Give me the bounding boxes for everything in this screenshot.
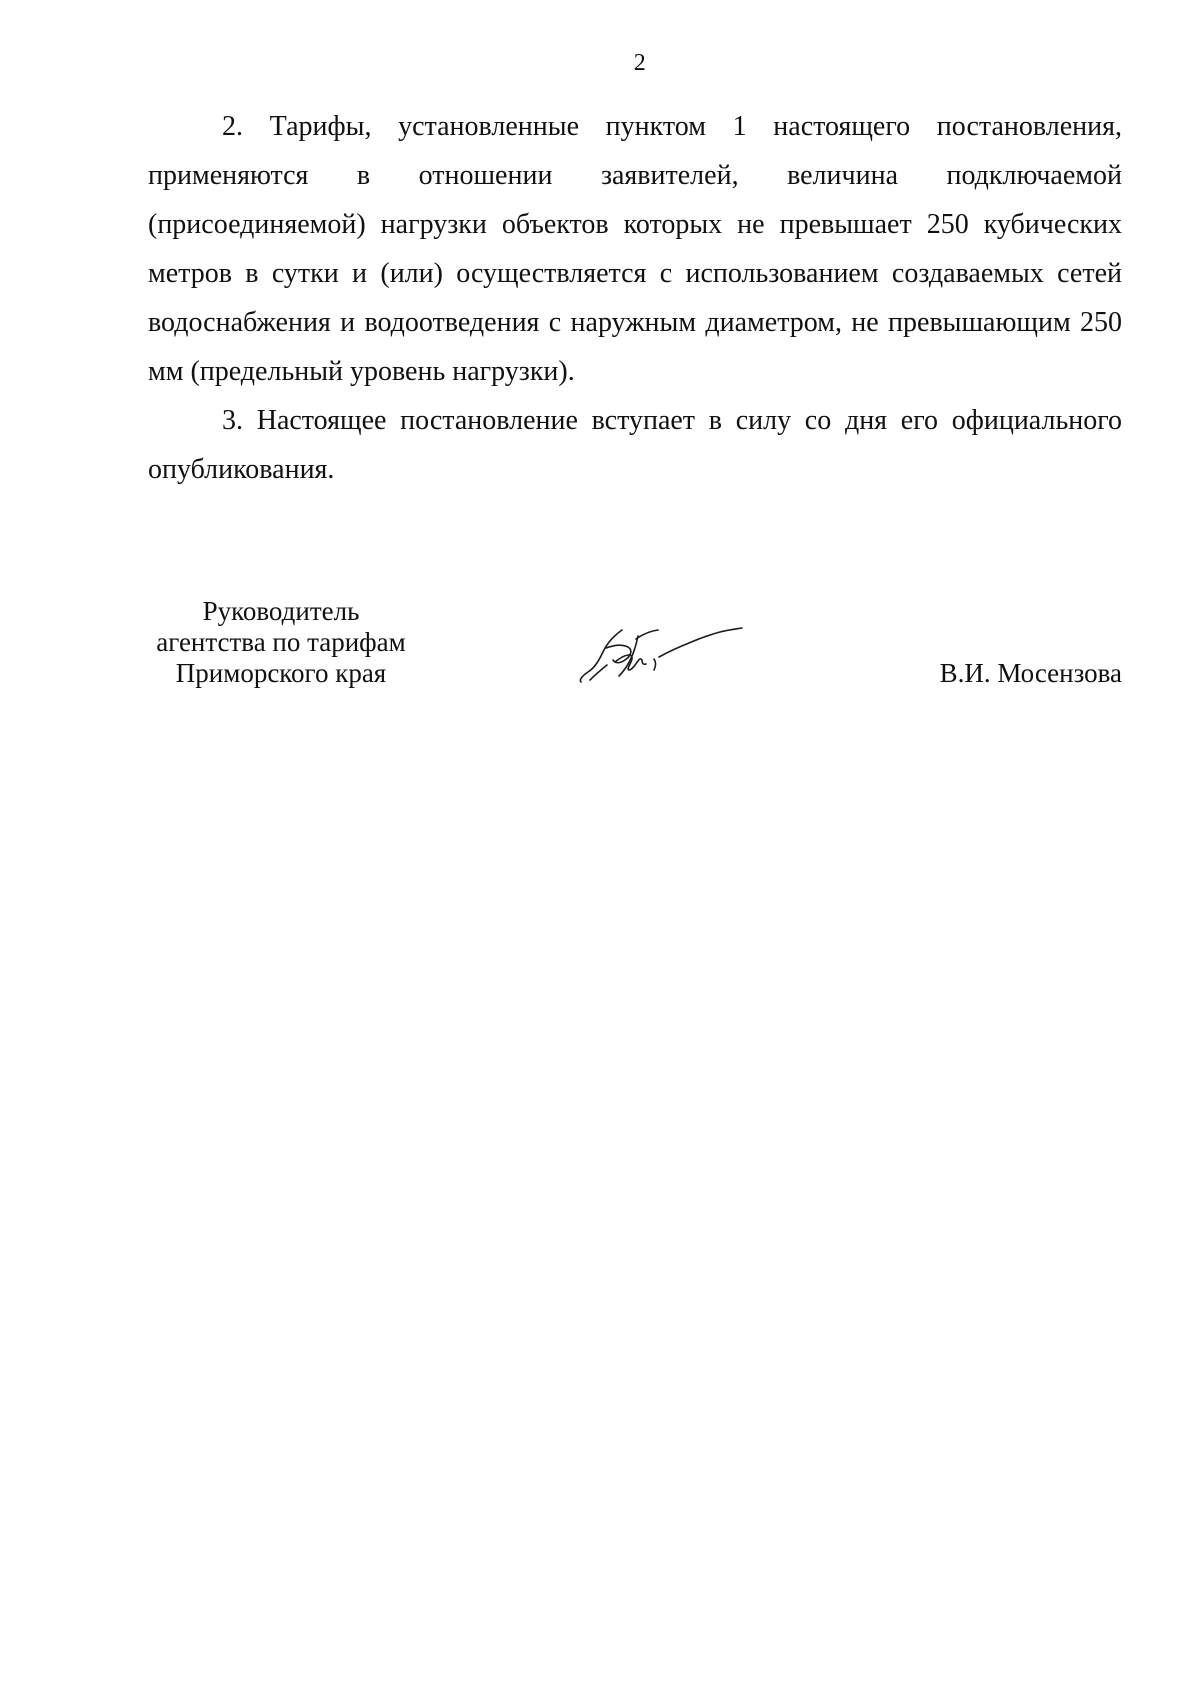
signatory-name: В.И. Мосензова	[939, 658, 1122, 688]
handwritten-signature-icon	[572, 608, 782, 708]
paragraph-2: 2. Тарифы, установленные пунктом 1 настоящего постановления, применяются в отношении заявителей, величина подключаемой (присоединяемой) нагрузки объектов которых не превышает 250 кубических метров в сутки и (или) осуществляется с использованием создаваемых сетей водоснабжения и водоотведения с наружным диаметром, не превышающим 250 мм (предельный уровень нагрузки).	[148, 111, 1122, 387]
page-number: 2	[633, 50, 647, 76]
document-body	[148, 102, 1122, 494]
signature-block	[140, 596, 1122, 736]
paragraph-3: 3. Настоящее постановление вступает в силу со дня его официального опубликования.	[148, 405, 1122, 485]
signatory-position-line: агентства по тарифам	[156, 627, 406, 657]
signatory-position-line: Руководитель	[202, 596, 360, 626]
signatory-position	[140, 596, 422, 689]
signatory-position-line: Приморского края	[175, 658, 387, 688]
